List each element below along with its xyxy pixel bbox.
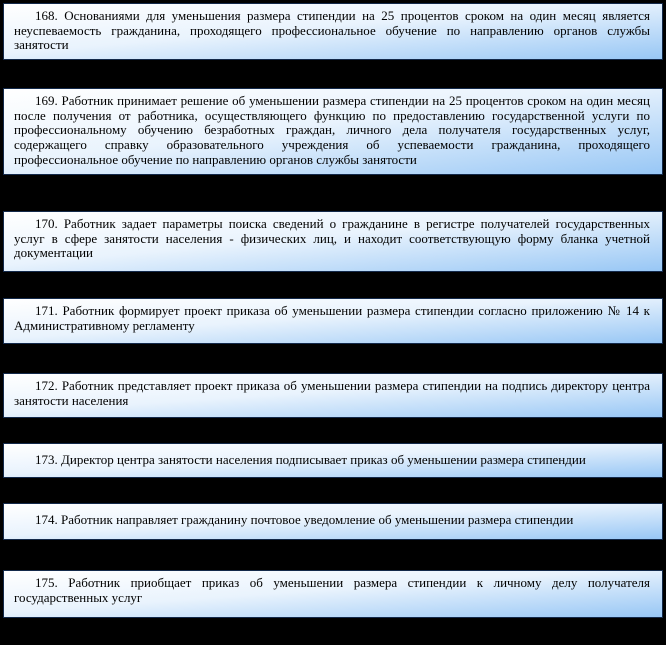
step-box-175: 175. Работник приобщает приказ об уменьшении размера стипендии к личному делу получателя государственных услуг [3, 570, 663, 618]
step-box-168: 168. Основаниями для уменьшения размера стипендии на 25 процентов сроком на один месяц является неуспеваемость гражданина, проходящего профессиональное обучение по направлению органов службы занятости [3, 3, 663, 60]
step-box-171: 171. Работник формирует проект приказа об уменьшении размера стипендии согласно приложению № 14 к Административному регламенту [3, 298, 663, 344]
step-box-172: 172. Работник представляет проект приказа об уменьшении размера стипендии на подпись директору центра занятости населения [3, 373, 663, 418]
step-box-169: 169. Работник принимает решение об уменьшении размера стипендии на 25 процентов сроком на один месяц после получения от работника, осуществляющего функцию по предоставлению государственной услуги по профессиональному обучению безработных граждан, личного дела получателя государственных услуг, содержащего справку образовательного учреждения об успеваемости гражданина, проходящего профессиональное обучение по направлению органов службы занятости [3, 88, 663, 175]
step-box-174: 174. Работник направляет гражданину почтовое уведомление об уменьшении размера стипендии [3, 503, 663, 540]
step-box-173: 173. Директор центра занятости населения подписывает приказ об уменьшении размера стипендии [3, 443, 663, 478]
step-box-170: 170. Работник задает параметры поиска сведений о гражданине в регистре получателей государственных услуг в сфере занятости населения - физических лиц, и находит соответствующую форму бланка учетной документации [3, 211, 663, 272]
